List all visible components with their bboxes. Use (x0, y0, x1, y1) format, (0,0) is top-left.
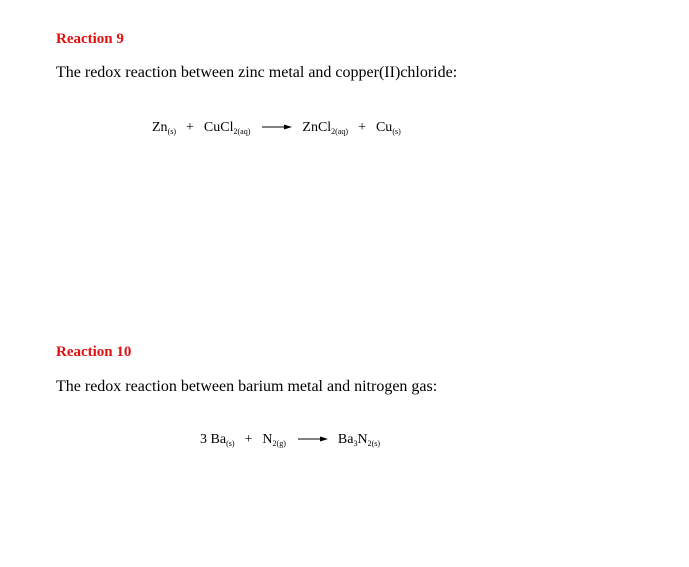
product-barium-nitride (338, 431, 380, 450)
state-label: (s) (392, 127, 401, 136)
subscript: 2 (367, 439, 372, 448)
formula-n: N (357, 432, 368, 447)
state-label: (s) (371, 439, 381, 448)
reaction-9-heading: Reaction 9 (56, 31, 124, 47)
plus-sign: + (358, 120, 366, 135)
reaction-9-description: The redox reaction between zinc metal and copper(II)chloride: (56, 64, 458, 81)
formula-ba: Ba (337, 432, 354, 447)
formula-zncl: ZnCl (302, 120, 332, 135)
formula-cu: Cu (375, 120, 393, 135)
reaction-9-equation (152, 119, 401, 138)
subscript: 2 (272, 439, 277, 448)
subscript: 3 (353, 439, 358, 448)
reaction-arrow-icon (298, 435, 328, 443)
state-label: (s) (226, 439, 235, 448)
reactant-nitrogen (262, 431, 285, 450)
reactant-copper-chloride (204, 119, 250, 138)
state-label: (aq) (335, 127, 349, 136)
subscript: 2 (331, 127, 336, 136)
formula-n: N (262, 432, 273, 447)
reaction-10-equation (200, 431, 380, 450)
formula-cucl: CuCl (203, 120, 234, 135)
reactant-barium (200, 431, 235, 450)
reaction-10-description: The redox reaction between barium metal and nitrogen gas: (56, 378, 438, 395)
formula-ba: Ba (210, 432, 227, 447)
plus-sign: + (186, 120, 194, 135)
state-label: (aq) (237, 127, 251, 136)
plus-sign: + (244, 432, 253, 447)
reactant-zinc (152, 119, 176, 138)
reaction-10-heading: Reaction 10 (56, 344, 132, 360)
subscript: 2 (233, 127, 238, 136)
product-zinc-chloride (302, 119, 348, 138)
reaction-arrow-icon (262, 123, 292, 131)
state-label: (g) (276, 439, 286, 448)
state-label: (s) (167, 127, 177, 136)
product-copper (376, 119, 401, 138)
formula-zn: Zn (152, 120, 168, 135)
coefficient: 3 (200, 432, 211, 447)
